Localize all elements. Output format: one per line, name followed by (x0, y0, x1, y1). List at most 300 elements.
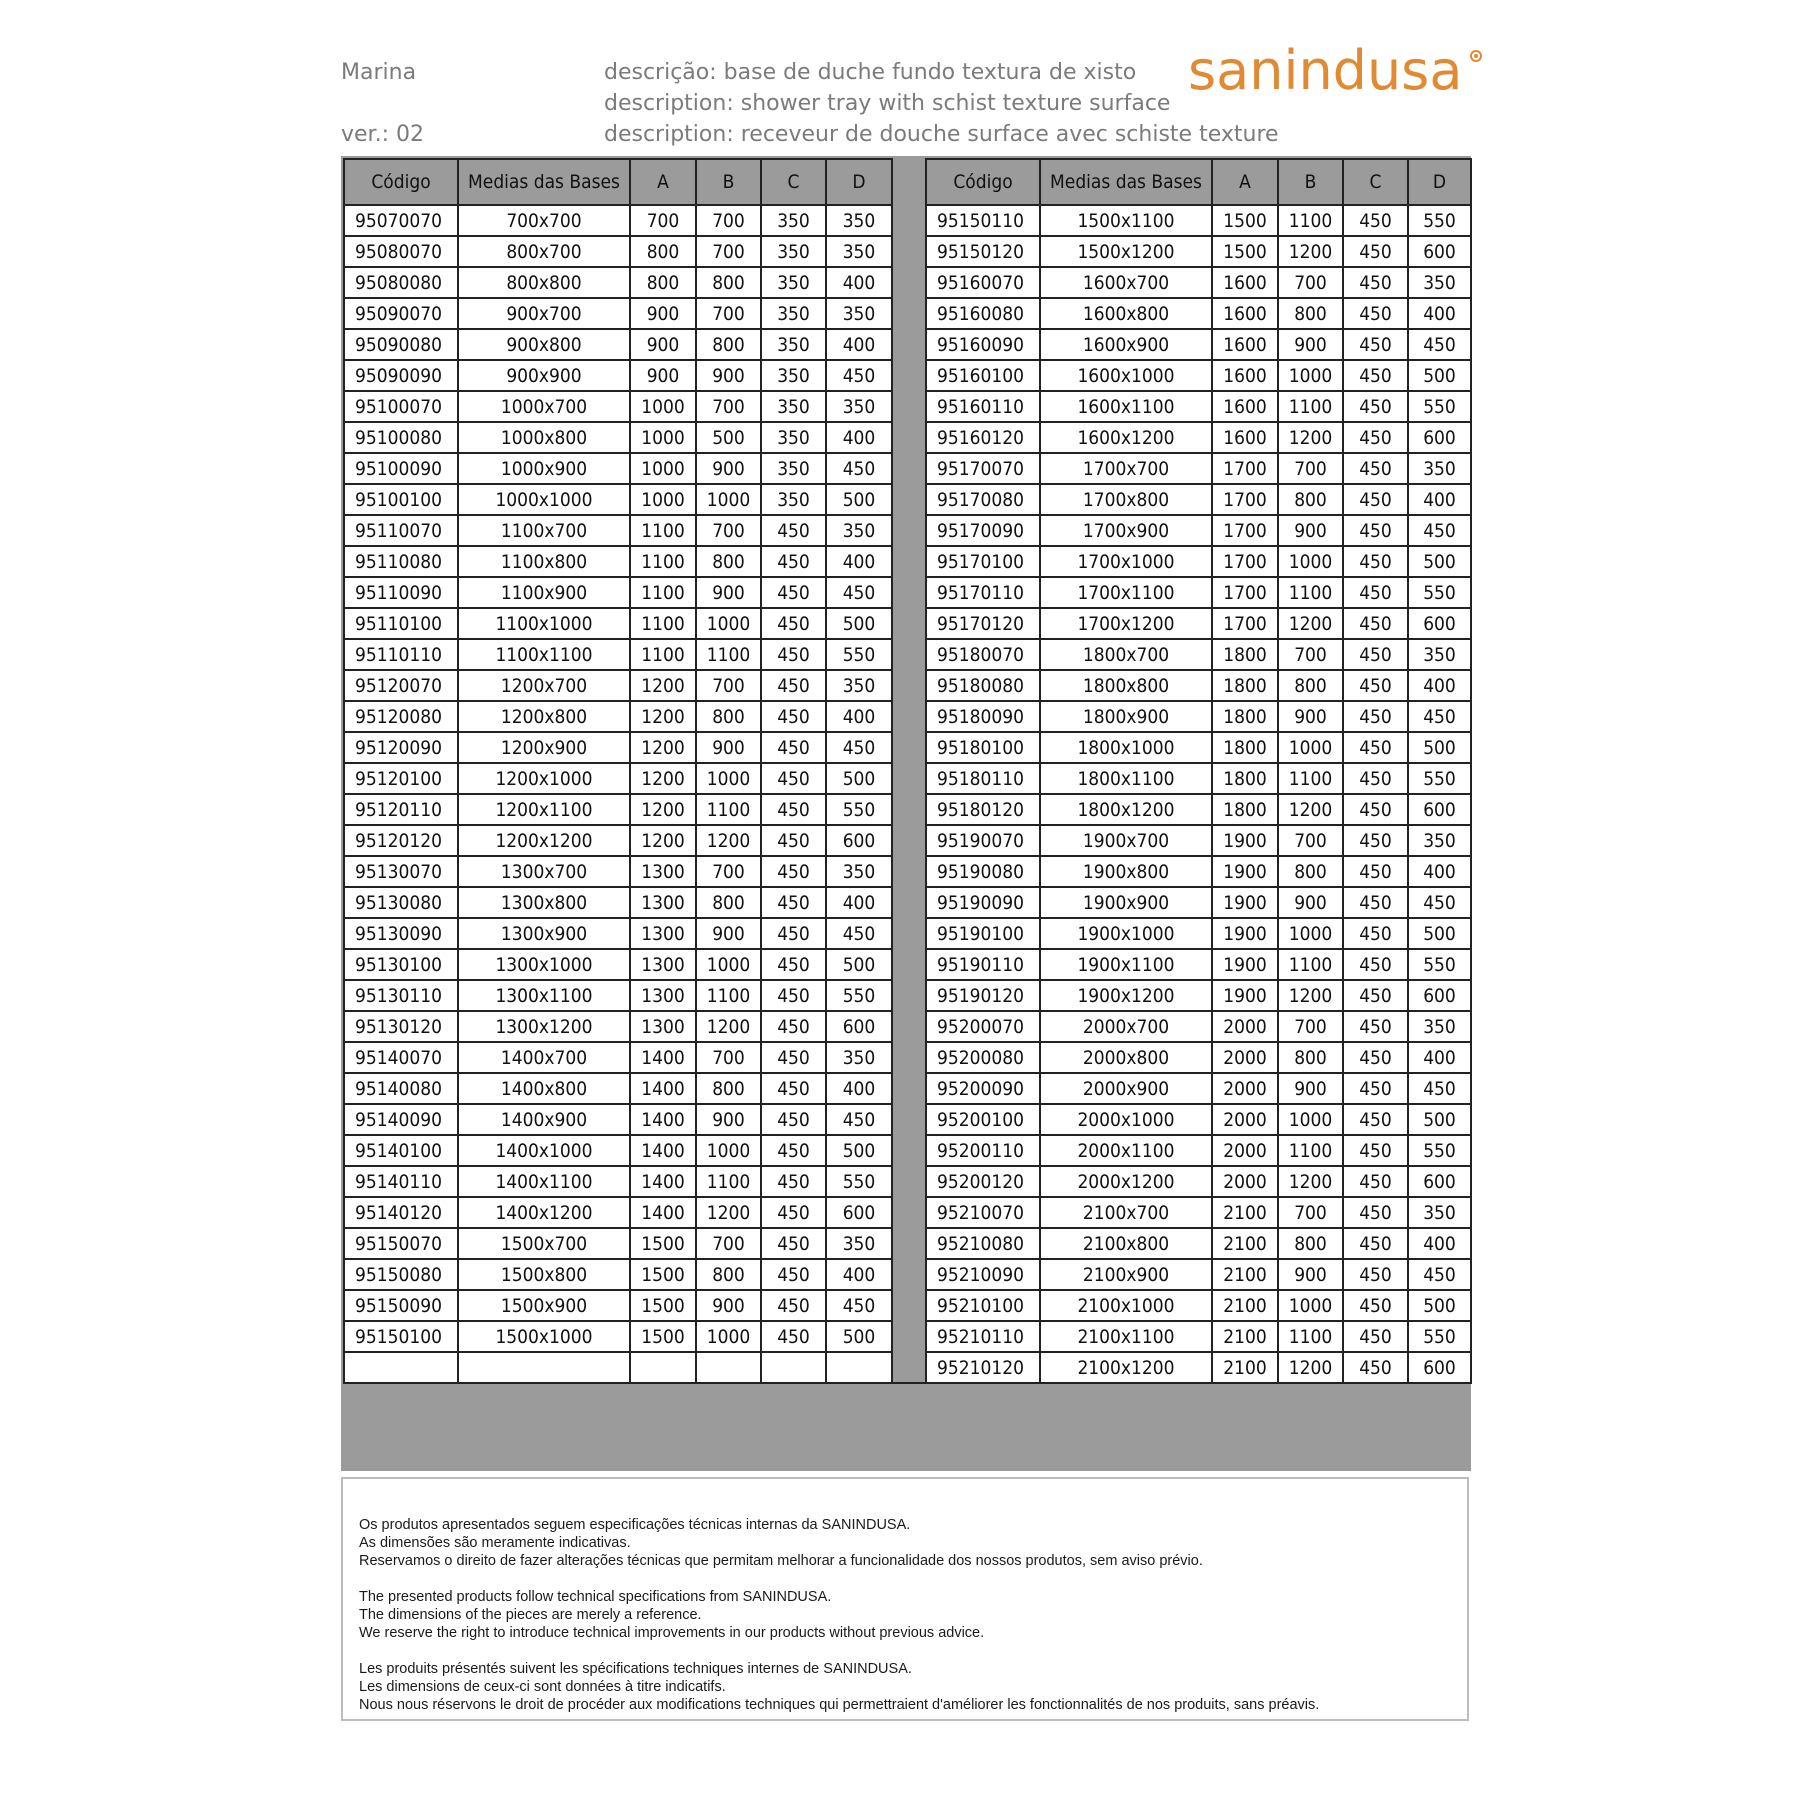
left-cell-c: 450 (761, 1259, 826, 1290)
right-cell-d: 450 (1408, 1073, 1471, 1104)
left-cell-code: 95120100 (344, 763, 458, 794)
left-cell-size: 1100x1000 (458, 608, 630, 639)
right-cell-code: 95180120 (926, 794, 1040, 825)
right-cell-d: 600 (1408, 236, 1471, 267)
note-pt-1: Os produtos apresentados seguem especificações técnicas internas da SANINDUSA. (359, 1517, 911, 1533)
right-cell-size: 1900x900 (1040, 887, 1212, 918)
column-separator (892, 763, 926, 794)
left-cell-c: 450 (761, 1135, 826, 1166)
right-cell-a: 1600 (1212, 267, 1278, 298)
left-cell-code: 95120120 (344, 825, 458, 856)
left-cell-a: 1300 (630, 980, 696, 1011)
right-cell-code: 95200090 (926, 1073, 1040, 1104)
left-cell-d: 550 (826, 639, 892, 670)
right-cell-code: 95200080 (926, 1042, 1040, 1073)
column-separator (892, 732, 926, 763)
left-cell-size: 1300x1200 (458, 1011, 630, 1042)
right-cell-a: 2100 (1212, 1197, 1278, 1228)
right-cell-b: 1100 (1278, 763, 1343, 794)
left-cell-b: 1000 (696, 1321, 761, 1352)
left-cell-b: 500 (696, 422, 761, 453)
left-cell-d: 450 (826, 918, 892, 949)
table-row (344, 1228, 1471, 1259)
column-separator (892, 577, 926, 608)
right-cell-d: 550 (1408, 1135, 1471, 1166)
left-cell-d: 500 (826, 1321, 892, 1352)
left-cell-size: 1400x800 (458, 1073, 630, 1104)
right-cell-d: 500 (1408, 918, 1471, 949)
right-cell-a: 2000 (1212, 1011, 1278, 1042)
left-header-c: C (761, 159, 826, 205)
left-cell-b: 900 (696, 360, 761, 391)
left-cell-a: 1000 (630, 391, 696, 422)
right-cell-size: 1700x700 (1040, 453, 1212, 484)
left-cell-d: 350 (826, 236, 892, 267)
left-cell-b: 800 (696, 267, 761, 298)
left-cell-code: 95150090 (344, 1290, 458, 1321)
left-cell-size: 1300x800 (458, 887, 630, 918)
left-cell-b: 1200 (696, 1011, 761, 1042)
right-cell-a: 2100 (1212, 1290, 1278, 1321)
left-cell-b: 900 (696, 1290, 761, 1321)
left-cell-a: 1500 (630, 1228, 696, 1259)
column-separator (892, 422, 926, 453)
left-cell-d: 400 (826, 422, 892, 453)
right-cell-size: 2100x700 (1040, 1197, 1212, 1228)
right-cell-code: 95200110 (926, 1135, 1040, 1166)
left-cell-a: 1100 (630, 639, 696, 670)
left-cell-a: 1500 (630, 1290, 696, 1321)
left-cell-b: 1100 (696, 1166, 761, 1197)
left-cell-b: 700 (696, 515, 761, 546)
left-cell-c: 450 (761, 887, 826, 918)
left-cell-code: 95070070 (344, 205, 458, 236)
column-separator (892, 670, 926, 701)
left-cell-size: 1300x700 (458, 856, 630, 887)
right-cell-d: 600 (1408, 422, 1471, 453)
right-cell-c: 450 (1343, 794, 1408, 825)
right-cell-code: 95210100 (926, 1290, 1040, 1321)
right-cell-d: 600 (1408, 1166, 1471, 1197)
left-header-code: Código (344, 159, 458, 205)
right-cell-c: 450 (1343, 1135, 1408, 1166)
left-cell-c: 450 (761, 1228, 826, 1259)
right-cell-b: 900 (1278, 1259, 1343, 1290)
right-cell-code: 95180080 (926, 670, 1040, 701)
brand-logo-part2: indusa (1283, 39, 1463, 102)
table-row (344, 1321, 1471, 1352)
right-cell-c: 450 (1343, 1228, 1408, 1259)
right-header-size: Medias das Bases (1040, 159, 1212, 205)
left-cell-size: 1200x1000 (458, 763, 630, 794)
right-cell-size: 1900x800 (1040, 856, 1212, 887)
left-cell-c: 450 (761, 1104, 826, 1135)
table-row (344, 639, 1471, 670)
left-cell-d: 350 (826, 515, 892, 546)
right-cell-size: 2100x800 (1040, 1228, 1212, 1259)
left-cell-b: 1000 (696, 949, 761, 980)
left-cell-size: 1000x900 (458, 453, 630, 484)
right-cell-d: 400 (1408, 484, 1471, 515)
right-cell-b: 800 (1278, 298, 1343, 329)
right-cell-a: 1700 (1212, 608, 1278, 639)
left-cell-size: 1000x1000 (458, 484, 630, 515)
right-cell-d: 350 (1408, 1197, 1471, 1228)
right-cell-c: 450 (1343, 422, 1408, 453)
left-cell-c: 450 (761, 825, 826, 856)
left-cell-b: 800 (696, 546, 761, 577)
right-cell-size: 1600x900 (1040, 329, 1212, 360)
left-cell-code: 95100070 (344, 391, 458, 422)
right-cell-b: 900 (1278, 887, 1343, 918)
right-cell-c: 450 (1343, 1104, 1408, 1135)
right-cell-size: 1900x1100 (1040, 949, 1212, 980)
right-cell-code: 95190110 (926, 949, 1040, 980)
left-cell-code (344, 1352, 458, 1383)
right-cell-d: 500 (1408, 1290, 1471, 1321)
left-header-a: A (630, 159, 696, 205)
right-cell-a: 1600 (1212, 360, 1278, 391)
table-row (344, 546, 1471, 577)
column-separator (892, 1197, 926, 1228)
left-cell-code: 95130070 (344, 856, 458, 887)
left-cell-code: 95110090 (344, 577, 458, 608)
right-cell-d: 600 (1408, 608, 1471, 639)
left-cell-c: 450 (761, 980, 826, 1011)
left-cell-c: 350 (761, 422, 826, 453)
right-cell-a: 1600 (1212, 391, 1278, 422)
right-cell-b: 1200 (1278, 794, 1343, 825)
right-cell-c: 450 (1343, 949, 1408, 980)
left-header-b: B (696, 159, 761, 205)
right-cell-code: 95200070 (926, 1011, 1040, 1042)
left-cell-b: 700 (696, 670, 761, 701)
right-cell-b: 700 (1278, 639, 1343, 670)
left-cell-code: 95110100 (344, 608, 458, 639)
table-row (344, 453, 1471, 484)
left-cell-code: 95150100 (344, 1321, 458, 1352)
left-cell-a: 1000 (630, 484, 696, 515)
left-cell-size: 800x700 (458, 236, 630, 267)
note-fr-2: Les dimensions de ceux-ci sont données à titre indicatifs. (359, 1679, 726, 1695)
left-cell-c: 450 (761, 949, 826, 980)
left-cell-d: 500 (826, 763, 892, 794)
table-row (344, 1352, 1471, 1383)
left-cell-d: 350 (826, 298, 892, 329)
right-cell-c: 450 (1343, 298, 1408, 329)
left-cell-a: 1200 (630, 825, 696, 856)
left-cell-code: 95100080 (344, 422, 458, 453)
left-cell-c: 350 (761, 267, 826, 298)
left-cell-size: 1200x900 (458, 732, 630, 763)
column-separator (892, 980, 926, 1011)
right-cell-c: 450 (1343, 329, 1408, 360)
table-row (344, 1042, 1471, 1073)
left-cell-b: 800 (696, 329, 761, 360)
column-separator (892, 1135, 926, 1166)
right-cell-d: 550 (1408, 763, 1471, 794)
left-cell-a: 800 (630, 236, 696, 267)
brand-logo (1188, 39, 1463, 102)
right-cell-a: 2100 (1212, 1321, 1278, 1352)
left-cell-d: 450 (826, 1290, 892, 1321)
right-cell-size: 1800x800 (1040, 670, 1212, 701)
left-cell-a: 1100 (630, 515, 696, 546)
left-cell-code: 95140120 (344, 1197, 458, 1228)
table-row (344, 1197, 1471, 1228)
left-cell-b: 1000 (696, 608, 761, 639)
left-cell-c: 350 (761, 453, 826, 484)
left-cell-b: 1200 (696, 1197, 761, 1228)
table-row (344, 980, 1471, 1011)
right-cell-c: 450 (1343, 1321, 1408, 1352)
left-cell-b: 700 (696, 236, 761, 267)
left-cell-code: 95140080 (344, 1073, 458, 1104)
right-cell-size: 2100x1000 (1040, 1290, 1212, 1321)
right-cell-c: 450 (1343, 1259, 1408, 1290)
table-row (344, 1135, 1471, 1166)
left-cell-a: 1100 (630, 577, 696, 608)
left-cell-size: 1300x1000 (458, 949, 630, 980)
left-cell-b: 900 (696, 453, 761, 484)
column-separator (892, 453, 926, 484)
left-cell-a: 1200 (630, 763, 696, 794)
right-cell-code: 95170070 (926, 453, 1040, 484)
left-cell-c: 450 (761, 1166, 826, 1197)
column-separator (892, 205, 926, 236)
right-cell-a: 1600 (1212, 329, 1278, 360)
right-cell-d: 450 (1408, 329, 1471, 360)
left-cell-d: 350 (826, 1228, 892, 1259)
left-cell-c (761, 1352, 826, 1383)
left-cell-size: 900x700 (458, 298, 630, 329)
right-cell-d: 350 (1408, 639, 1471, 670)
version-label: ver.: 02 (341, 122, 424, 147)
right-cell-c: 450 (1343, 515, 1408, 546)
left-cell-code: 95130100 (344, 949, 458, 980)
right-cell-d: 550 (1408, 577, 1471, 608)
right-cell-a: 1800 (1212, 794, 1278, 825)
right-cell-code: 95210080 (926, 1228, 1040, 1259)
column-separator (892, 949, 926, 980)
left-cell-d: 400 (826, 1259, 892, 1290)
left-cell-d: 400 (826, 887, 892, 918)
left-cell-b: 1000 (696, 1135, 761, 1166)
left-cell-c: 450 (761, 577, 826, 608)
left-cell-b: 800 (696, 1259, 761, 1290)
left-cell-d: 500 (826, 608, 892, 639)
right-cell-d: 500 (1408, 732, 1471, 763)
left-cell-c: 450 (761, 670, 826, 701)
right-cell-c: 450 (1343, 236, 1408, 267)
right-cell-size: 1600x1000 (1040, 360, 1212, 391)
left-cell-c: 450 (761, 763, 826, 794)
column-separator (892, 1011, 926, 1042)
left-cell-d: 350 (826, 670, 892, 701)
right-cell-size: 1600x1200 (1040, 422, 1212, 453)
note-en-3: We reserve the right to introduce technical improvements in our products without previous advice. (359, 1625, 985, 1641)
left-cell-b: 900 (696, 1104, 761, 1135)
left-cell-size (458, 1352, 630, 1383)
left-cell-c: 450 (761, 515, 826, 546)
right-cell-b: 1000 (1278, 1104, 1343, 1135)
column-separator (892, 360, 926, 391)
right-cell-a: 1900 (1212, 918, 1278, 949)
right-cell-c: 450 (1343, 1166, 1408, 1197)
right-cell-code: 95210070 (926, 1197, 1040, 1228)
left-cell-c: 450 (761, 1073, 826, 1104)
column-separator (892, 1259, 926, 1290)
left-cell-d: 450 (826, 1104, 892, 1135)
left-cell-a: 1200 (630, 670, 696, 701)
column-separator (892, 794, 926, 825)
left-cell-a: 1300 (630, 918, 696, 949)
table-row (344, 1166, 1471, 1197)
left-cell-d (826, 1352, 892, 1383)
left-cell-c: 450 (761, 608, 826, 639)
note-fr-3: Nous nous réservons le droit de procéder aux modifications techniques qui permettraient d'améliorer les fonctionnalités de nos produits, sans préavis. (359, 1697, 1320, 1713)
right-cell-size: 2000x1100 (1040, 1135, 1212, 1166)
column-separator (892, 825, 926, 856)
left-cell-c: 350 (761, 391, 826, 422)
brand-logo-part1: san (1188, 39, 1284, 102)
right-cell-c: 450 (1343, 608, 1408, 639)
left-cell-size: 1500x800 (458, 1259, 630, 1290)
left-cell-b: 700 (696, 856, 761, 887)
left-cell-size: 1300x1100 (458, 980, 630, 1011)
left-cell-code: 95120080 (344, 701, 458, 732)
product-name: Marina (341, 60, 417, 85)
left-cell-b: 1100 (696, 639, 761, 670)
left-cell-code: 95120070 (344, 670, 458, 701)
left-cell-code: 95110080 (344, 546, 458, 577)
left-cell-c: 450 (761, 701, 826, 732)
right-cell-c: 450 (1343, 546, 1408, 577)
column-separator (892, 391, 926, 422)
right-cell-d: 450 (1408, 515, 1471, 546)
left-cell-d: 400 (826, 267, 892, 298)
right-cell-a: 2000 (1212, 1135, 1278, 1166)
right-cell-b: 1100 (1278, 1321, 1343, 1352)
right-cell-size: 1800x1100 (1040, 763, 1212, 794)
table-row (344, 1104, 1471, 1135)
column-separator (892, 1104, 926, 1135)
right-cell-c: 450 (1343, 1290, 1408, 1321)
left-cell-a: 1400 (630, 1042, 696, 1073)
left-cell-size: 1500x1000 (458, 1321, 630, 1352)
column-separator (892, 1042, 926, 1073)
right-cell-c: 450 (1343, 639, 1408, 670)
table-row (344, 360, 1471, 391)
right-cell-d: 500 (1408, 360, 1471, 391)
right-cell-b: 1200 (1278, 980, 1343, 1011)
right-cell-a: 2100 (1212, 1228, 1278, 1259)
right-cell-code: 95160070 (926, 267, 1040, 298)
left-cell-code: 95090080 (344, 329, 458, 360)
right-cell-b: 1000 (1278, 546, 1343, 577)
left-cell-d: 450 (826, 453, 892, 484)
table-row (344, 236, 1471, 267)
left-cell-b: 1200 (696, 825, 761, 856)
left-cell-c: 450 (761, 732, 826, 763)
right-cell-code: 95190100 (926, 918, 1040, 949)
right-header-b: B (1278, 159, 1343, 205)
right-cell-b: 1000 (1278, 918, 1343, 949)
left-cell-b: 1100 (696, 980, 761, 1011)
left-cell-code: 95140100 (344, 1135, 458, 1166)
right-cell-b: 900 (1278, 515, 1343, 546)
right-cell-a: 1900 (1212, 980, 1278, 1011)
right-cell-size: 2000x900 (1040, 1073, 1212, 1104)
right-cell-a: 1800 (1212, 639, 1278, 670)
right-cell-code: 95160090 (926, 329, 1040, 360)
left-cell-b: 700 (696, 205, 761, 236)
right-cell-code: 95200120 (926, 1166, 1040, 1197)
column-separator (892, 159, 926, 205)
right-cell-code: 95210110 (926, 1321, 1040, 1352)
table-row (344, 205, 1471, 236)
left-cell-d: 400 (826, 701, 892, 732)
left-cell-d: 450 (826, 360, 892, 391)
table-row (344, 391, 1471, 422)
column-separator (892, 329, 926, 360)
right-cell-size: 2100x1200 (1040, 1352, 1212, 1383)
right-cell-d: 450 (1408, 1259, 1471, 1290)
left-cell-size: 1300x900 (458, 918, 630, 949)
right-cell-a: 1800 (1212, 701, 1278, 732)
right-cell-code: 95160080 (926, 298, 1040, 329)
right-cell-c: 450 (1343, 856, 1408, 887)
left-cell-a: 1100 (630, 608, 696, 639)
left-cell-c: 350 (761, 236, 826, 267)
right-cell-c: 450 (1343, 205, 1408, 236)
left-cell-a: 900 (630, 298, 696, 329)
left-cell-c: 350 (761, 298, 826, 329)
left-cell-size: 700x700 (458, 205, 630, 236)
left-cell-size: 1000x800 (458, 422, 630, 453)
left-cell-d: 350 (826, 856, 892, 887)
right-cell-size: 2000x700 (1040, 1011, 1212, 1042)
right-cell-b: 700 (1278, 825, 1343, 856)
right-cell-a: 2100 (1212, 1259, 1278, 1290)
left-cell-b (696, 1352, 761, 1383)
column-separator (892, 484, 926, 515)
left-cell-b: 1000 (696, 484, 761, 515)
table-row (344, 856, 1471, 887)
left-cell-a: 1100 (630, 546, 696, 577)
right-cell-code: 95170120 (926, 608, 1040, 639)
left-cell-a (630, 1352, 696, 1383)
right-cell-code: 95180100 (926, 732, 1040, 763)
left-cell-code: 95140090 (344, 1104, 458, 1135)
right-cell-d: 450 (1408, 701, 1471, 732)
right-cell-size: 1700x1000 (1040, 546, 1212, 577)
right-cell-size: 1600x800 (1040, 298, 1212, 329)
note-en-1: The presented products follow technical specifications from SANINDUSA. (359, 1589, 832, 1605)
left-cell-d: 450 (826, 732, 892, 763)
left-cell-code: 95100090 (344, 453, 458, 484)
right-cell-size: 1700x800 (1040, 484, 1212, 515)
note-pt-2: As dimensões são meramente indicativas. (359, 1535, 631, 1551)
left-cell-code: 95120110 (344, 794, 458, 825)
right-cell-code: 95190120 (926, 980, 1040, 1011)
left-cell-c: 450 (761, 1290, 826, 1321)
right-cell-size: 2000x800 (1040, 1042, 1212, 1073)
right-cell-b: 900 (1278, 1073, 1343, 1104)
right-cell-c: 450 (1343, 670, 1408, 701)
left-cell-a: 1500 (630, 1321, 696, 1352)
left-cell-c: 450 (761, 918, 826, 949)
